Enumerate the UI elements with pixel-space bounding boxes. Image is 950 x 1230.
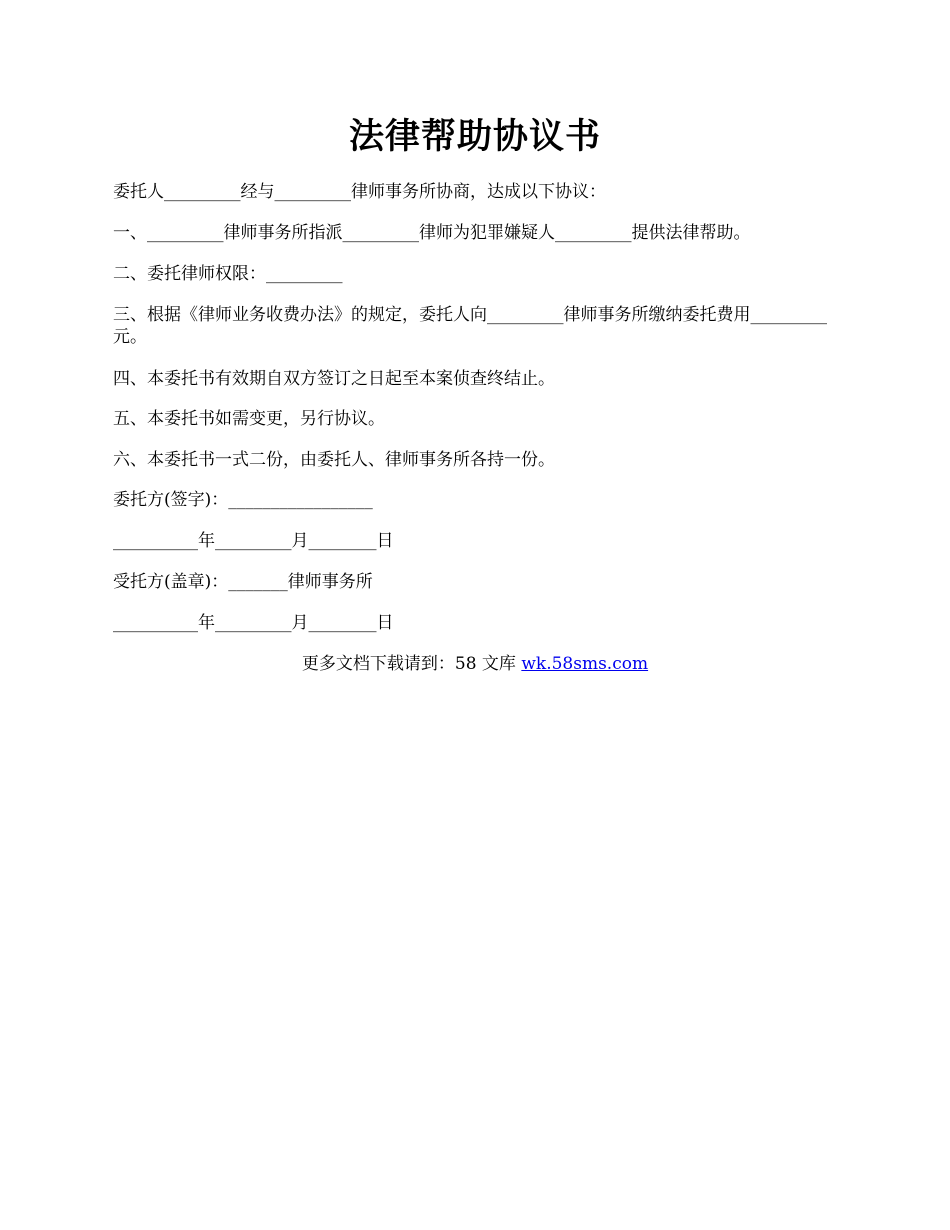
footer-link[interactable]: wk.58sms.com	[521, 654, 649, 674]
paragraph-clause-3: 三、根据《律师业务收费办法》的规定，委托人向_________律师事务所缴纳委托费用_________元。	[113, 305, 827, 347]
firm-date-line: __________年_________月________日	[113, 613, 394, 633]
footer-note	[0, 653, 950, 675]
paragraph-clause-6: 六、本委托书一式二份，由委托人、律师事务所各持一份。	[113, 450, 555, 470]
paragraph-clause-2: 二、委托律师权限：_________	[113, 264, 343, 284]
firm-seal-line: 受托方(盖章)：_______律师事务所	[113, 572, 373, 592]
document-title: 法律帮助协议书	[348, 116, 601, 157]
paragraph-intro: 委托人_________经与_________律师事务所协商，达成以下协议：	[113, 182, 606, 202]
client-date-line: __________年_________月________日	[113, 531, 394, 551]
paragraph-clause-5: 五、本委托书如需变更，另行协议。	[113, 409, 385, 429]
paragraph-clause-4: 四、本委托书有效期自双方签订之日起至本案侦查终结止。	[113, 369, 555, 389]
client-signature-line: 委托方(签字)：_________________	[113, 490, 373, 510]
paragraph-clause-1: 一、_________律师事务所指派_________律师为犯罪嫌疑人_________提供法律帮助。	[113, 223, 751, 243]
footer-text: 更多文档下载请到：58 文库	[301, 654, 522, 674]
